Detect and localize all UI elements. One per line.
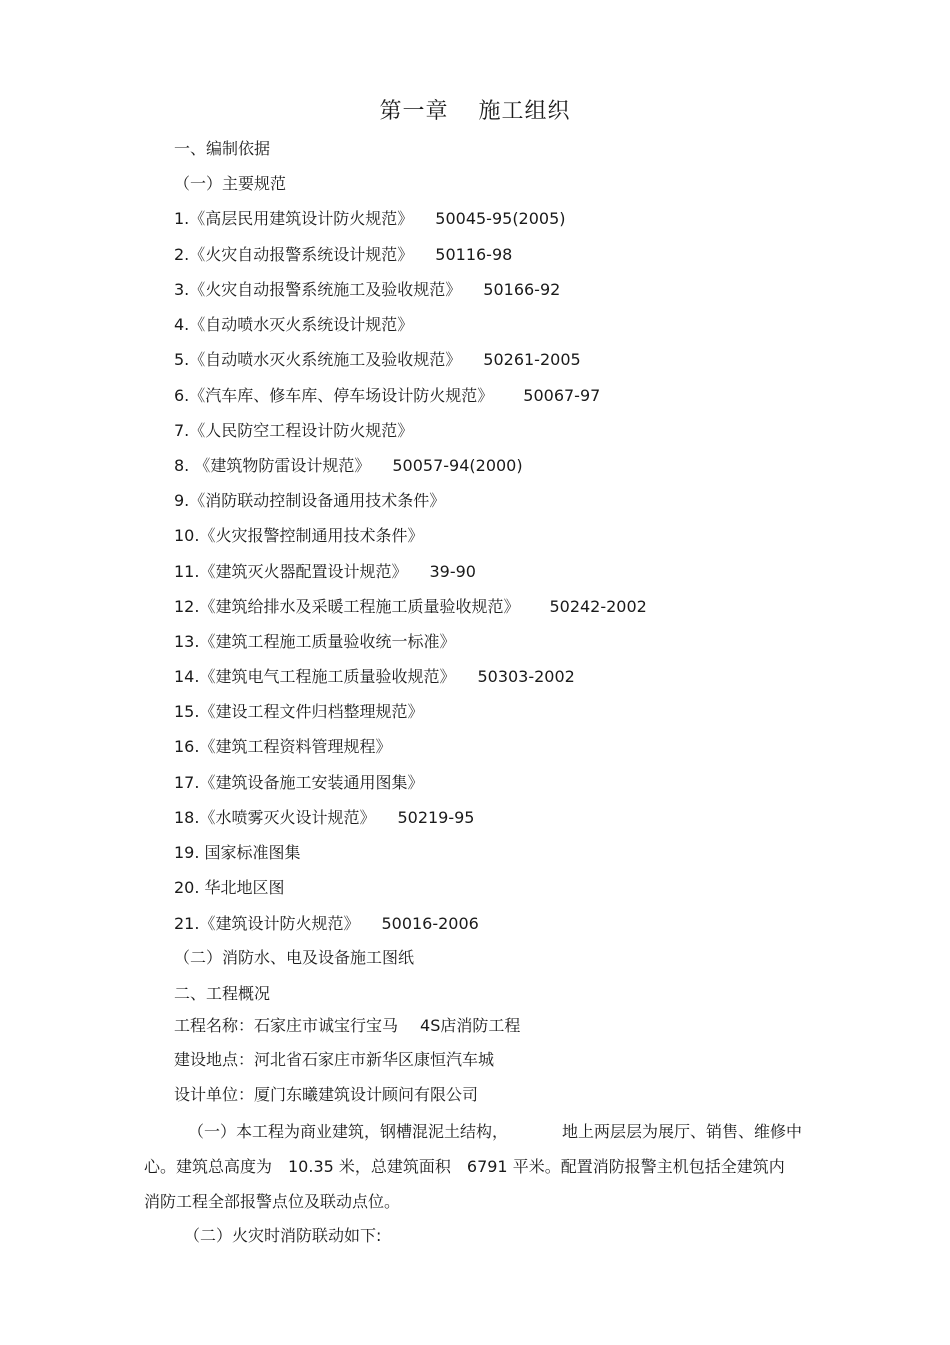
- code-item: [174, 455, 523, 477]
- code-item-number: 50166-92: [483, 280, 561, 299]
- code-item-title: 9.《消防联动控制设备通用技术条件》: [174, 491, 446, 510]
- section-heading-basis: 一、编制依据: [174, 139, 271, 158]
- subheading-main-codes: （一）主要规范: [174, 174, 287, 193]
- code-item-number: 50067-97: [523, 386, 601, 405]
- paragraph-1-line-1a: （一）本工程为商业建筑，钢槽混泥土结构，: [188, 1122, 509, 1141]
- section-heading-overview: 二、工程概况: [174, 984, 271, 1003]
- project-location: 建设地点：河北省石家庄市新华区康恒汽车城: [174, 1050, 495, 1069]
- code-item-title: 6.《汽车库、修车库、停车场设计防火规范》: [174, 386, 494, 405]
- code-item-number: 50116-98: [435, 245, 513, 264]
- code-item-title: 11.《建筑灭火器配置设计规范》: [174, 562, 408, 581]
- code-item: [174, 596, 647, 618]
- page-title: [0, 94, 950, 125]
- code-item-number: 50057-94(2000): [392, 456, 523, 475]
- paragraph-1-line-3: 消防工程全部报警点位及联动点位。: [144, 1192, 401, 1211]
- code-item: [174, 631, 455, 653]
- code-item-title: 19. 国家标准图集: [174, 843, 301, 862]
- subheading-drawings: （二）消防水、电及设备施工图纸: [174, 948, 415, 967]
- paragraph-1-line-2: 心。建筑总高度为 10.35 米，总建筑面积 6791 平米。配置消防报警主机包括全建筑内: [144, 1157, 785, 1176]
- code-item: [174, 772, 423, 794]
- code-item: [174, 525, 423, 547]
- code-item-number: 50242-2002: [549, 597, 647, 616]
- code-item: [174, 701, 423, 723]
- code-item-title: 3.《火灾自动报警系统施工及验收规范》: [174, 280, 462, 299]
- paragraph-1: [144, 1114, 844, 1219]
- code-item-title: 18.《水喷雾灭火设计规范》: [174, 808, 376, 827]
- code-item: [174, 385, 600, 407]
- design-unit: 设计单位：厦门东曦建筑设计顾问有限公司: [174, 1085, 479, 1104]
- chapter-number: 第一章: [379, 99, 449, 124]
- code-item-title: 20. 华北地区图: [174, 878, 285, 897]
- code-item-number: 50016-2006: [381, 914, 479, 933]
- code-item-title: 15.《建设工程文件归档整理规范》: [174, 702, 424, 721]
- code-item: [174, 490, 445, 512]
- code-item: [174, 208, 566, 230]
- code-item: [174, 807, 474, 829]
- code-item-title: 21.《建筑设计防火规范》: [174, 914, 360, 933]
- code-item-number: 50303-2002: [477, 667, 575, 686]
- code-item-number: 39-90: [429, 562, 476, 581]
- code-item-title: 17.《建筑设备施工安装通用图集》: [174, 773, 424, 792]
- code-item-title: 16.《建筑工程资料管理规程》: [174, 737, 392, 756]
- code-item: [174, 913, 479, 935]
- code-item-title: 14.《建筑电气工程施工质量验收规范》: [174, 667, 456, 686]
- code-item: [174, 666, 575, 688]
- code-item-title: 4.《自动喷水灭火系统设计规范》: [174, 315, 414, 334]
- code-item-title: 12.《建筑给排水及采暖工程施工质量验收规范》: [174, 597, 520, 616]
- code-item: [174, 561, 476, 583]
- code-item: [174, 279, 560, 301]
- code-item-title: 13.《建筑工程施工质量验收统一标准》: [174, 632, 456, 651]
- chapter-name: 施工组织: [478, 99, 571, 124]
- code-item-title: 10.《火灾报警控制通用技术条件》: [174, 526, 424, 545]
- code-item-title: 8. 《建筑物防雷设计规范》: [174, 456, 371, 475]
- code-item-title: 1.《高层民用建筑设计防火规范》: [174, 209, 414, 228]
- paragraph-2: （二）火灾时消防联动如下:: [184, 1226, 382, 1245]
- code-item-title: 5.《自动喷水灭火系统施工及验收规范》: [174, 350, 462, 369]
- code-item-number: 50261-2005: [483, 350, 581, 369]
- paragraph-1-line-1b: 地上两层层为展厅、销售、维修中: [562, 1122, 803, 1141]
- code-item-title: 7.《人民防空工程设计防火规范》: [174, 421, 414, 440]
- code-item: [174, 736, 391, 758]
- code-item: [174, 314, 413, 336]
- code-item: [174, 420, 413, 442]
- code-item-title: 2.《火灾自动报警系统设计规范》: [174, 245, 414, 264]
- code-item: [174, 349, 581, 371]
- code-item: [174, 842, 301, 864]
- code-item: [174, 877, 285, 899]
- code-item: [174, 244, 512, 266]
- code-item-number: 50045-95(2005): [435, 209, 566, 228]
- code-item-number: 50219-95: [397, 808, 475, 827]
- project-name: 工程名称：石家庄市诚宝行宝马 4S店消防工程: [174, 1016, 521, 1035]
